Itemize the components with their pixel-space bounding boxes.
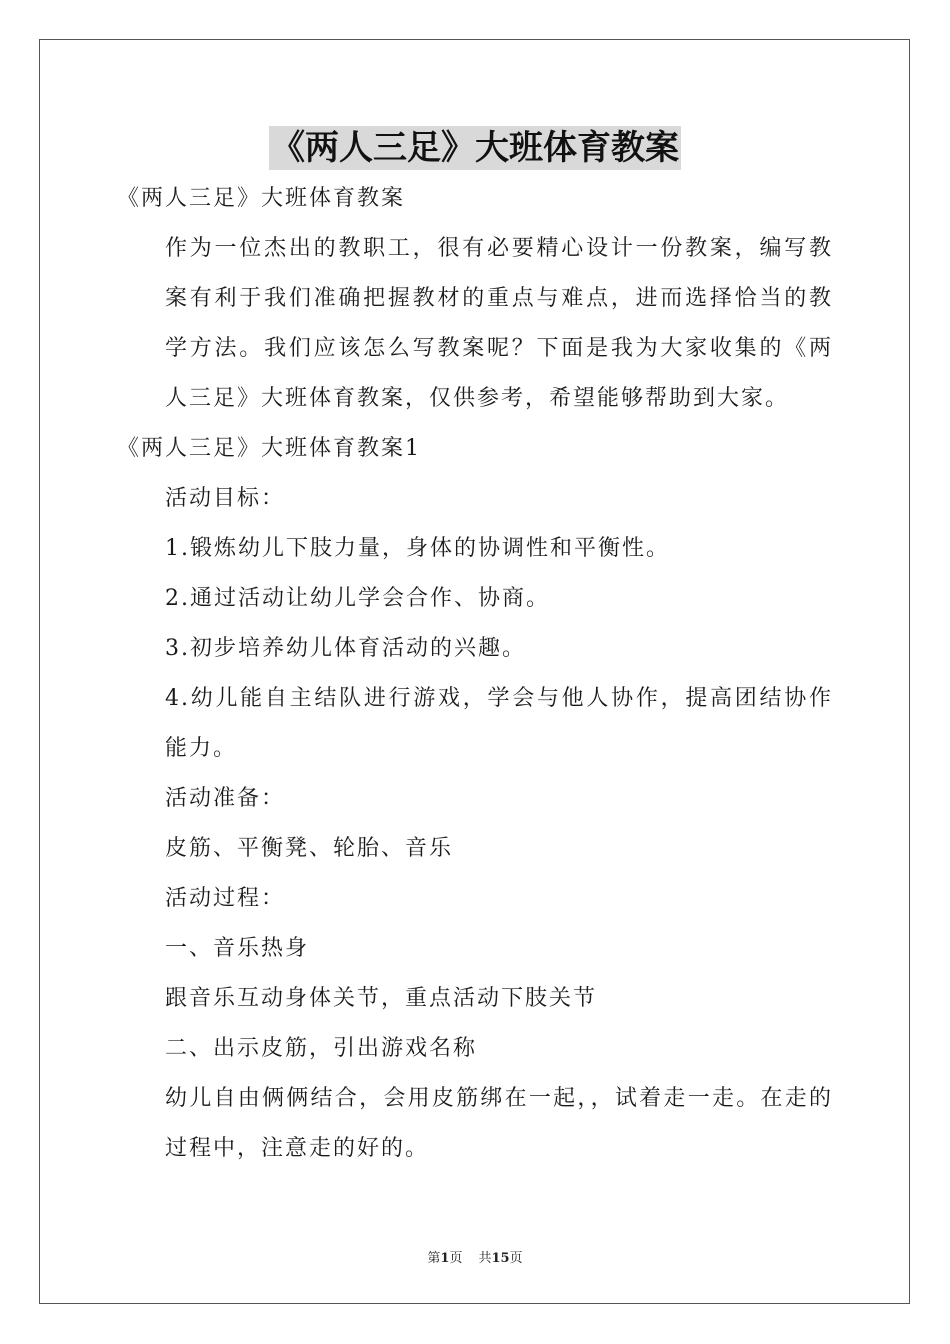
preparation-materials: 皮筋、平衡凳、轮胎、音乐: [165, 836, 454, 861]
step-heading: 一、音乐热身: [165, 936, 310, 961]
document-title: 《两人三足》大班体育教案: [271, 128, 679, 168]
goal-item: 2.通过活动让幼儿学会合作、协商。: [165, 586, 550, 611]
goals-heading: 活动目标：: [165, 486, 286, 511]
total-suffix: 页: [509, 1251, 523, 1266]
subtitle-line: 《两人三足》大班体育教案: [117, 186, 406, 211]
total-pages: 15: [491, 1251, 510, 1266]
step-text: 幼儿自由俩俩结合，会用皮筋绑在一起，，试着走一走。在走的过程中，注意走的好的。: [165, 1086, 833, 1161]
process-heading: 活动过程：: [165, 886, 286, 911]
intro-paragraph: 作为一位杰出的教职工，很有必要精心设计一份教案，编写教案有利于我们准确把握教材的重点与难点，进而选择恰当的教学方法。我们应该怎么写教案呢？下面是我为大家收集的《两人三足》大班体育教案，仅供参考，希望能够帮助到大家。: [165, 236, 833, 411]
page-suffix: 页: [449, 1251, 463, 1266]
total-prefix: 共: [478, 1251, 492, 1266]
title-area: [0, 126, 950, 170]
document-body: [117, 174, 833, 1174]
page-footer: [0, 1247, 950, 1266]
section-heading: 《两人三足》大班体育教案1: [117, 436, 421, 461]
page-number: 1: [440, 1251, 450, 1266]
preparation-heading: 活动准备：: [165, 786, 286, 811]
goal-item: 4.幼儿能自主结队进行游戏，学会与他人协作，提高团结协作能力。: [165, 686, 833, 761]
page-prefix: 第: [427, 1251, 441, 1266]
step-text: 跟音乐互动身体关节，重点活动下肢关节: [165, 986, 598, 1011]
step-heading: 二、出示皮筋，引出游戏名称: [165, 1036, 478, 1061]
goal-item: 1.锻炼幼儿下肢力量，身体的协调性和平衡性。: [165, 536, 670, 561]
goal-item: 3.初步培养幼儿体育活动的兴趣。: [165, 636, 526, 661]
